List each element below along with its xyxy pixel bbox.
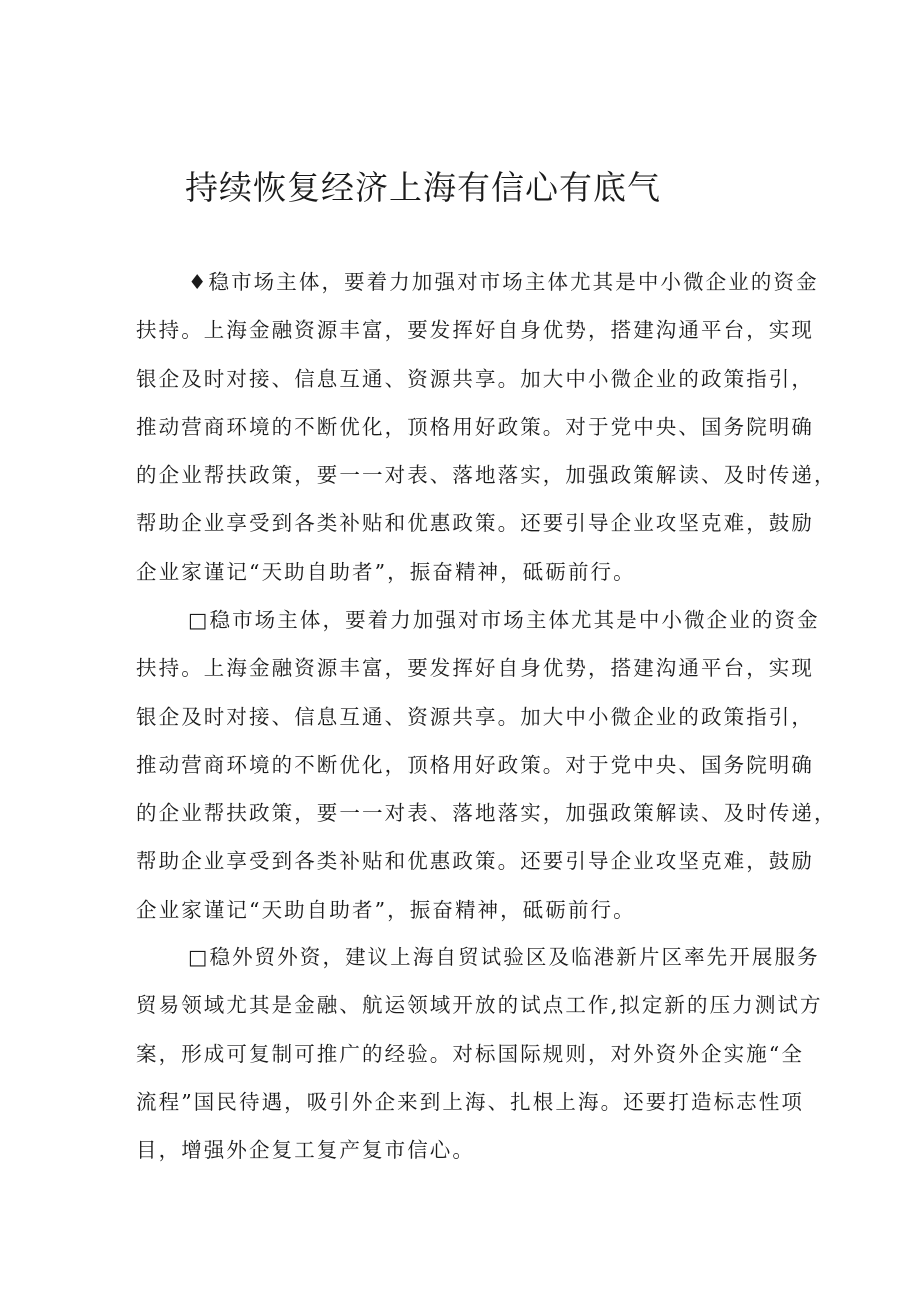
paragraph-line: 帮助企业享受到各类补贴和优惠政策。还要引导企业攻坚克难，鼓励 bbox=[136, 849, 814, 874]
paragraph-line: 帮助企业享受到各类补贴和优惠政策。还要引导企业攻坚克难，鼓励 bbox=[136, 511, 814, 536]
paragraph-line: 目，增强外企复工复产复市信心。 bbox=[136, 1138, 475, 1163]
paragraph-foreign-trade bbox=[136, 933, 823, 1174]
paragraph-line: 企业家谨记“天助自助者”，振奋精神，砥砺前行。 bbox=[136, 897, 636, 922]
paragraph-line: □稳外贸外资，建议上海自贸试验区及临港新片区率先开展服务 bbox=[188, 945, 820, 969]
paragraph-market-entities bbox=[136, 258, 837, 596]
paragraph-line: ♦稳市场主体，要着力加强对市场主体尤其是中小微企业的资金 bbox=[188, 270, 819, 294]
paragraph-line: 企业家谨记“天助自助者”，振奋精神，砥砺前行。 bbox=[136, 559, 636, 584]
paragraph-line: 的企业帮扶政策，要一一对表、落地落实，加强政策解读、及时传递， bbox=[136, 463, 837, 488]
paragraph-line: 流程”国民待遇，吸引外企来到上海、扎根上海。还要打造标志性项 bbox=[136, 1089, 804, 1114]
paragraph-line: 扶持。上海金融资源丰富，要发挥好自身优势，搭建沟通平台，实现 bbox=[136, 318, 814, 343]
paragraph-line: 贸易领域尤其是金融、航运领域开放的试点工作,拟定新的压力测试方 bbox=[136, 993, 823, 1018]
paragraph-line: 的企业帮扶政策，要一一对表、落地落实，加强政策解读、及时传递， bbox=[136, 801, 837, 826]
paragraph-line: 扶持。上海金融资源丰富，要发挥好自身优势，搭建沟通平台，实现 bbox=[136, 656, 814, 681]
paragraph-line: 银企及时对接、信息互通、资源共享。加大中小微企业的政策指引， bbox=[136, 704, 814, 729]
paragraph-line: □稳市场主体，要着力加强对市场主体尤其是中小微企业的资金 bbox=[188, 608, 820, 632]
paragraph-line: 案，形成可复制可推广的经验。对标国际规则，对外资外企实施“全 bbox=[136, 1041, 804, 1066]
paragraph-line: 推动营商环境的不断优化，顶格用好政策。对于党中央、国务院明确 bbox=[136, 414, 814, 439]
paragraph-line: 推动营商环境的不断优化，顶格用好政策。对于党中央、国务院明确 bbox=[136, 752, 814, 777]
document-title: 持续恢复经济上海有信心有底气 bbox=[185, 168, 661, 207]
paragraph-market-entities-repeat bbox=[136, 596, 837, 934]
paragraph-line: 银企及时对接、信息互通、资源共享。加大中小微企业的政策指引， bbox=[136, 366, 814, 391]
